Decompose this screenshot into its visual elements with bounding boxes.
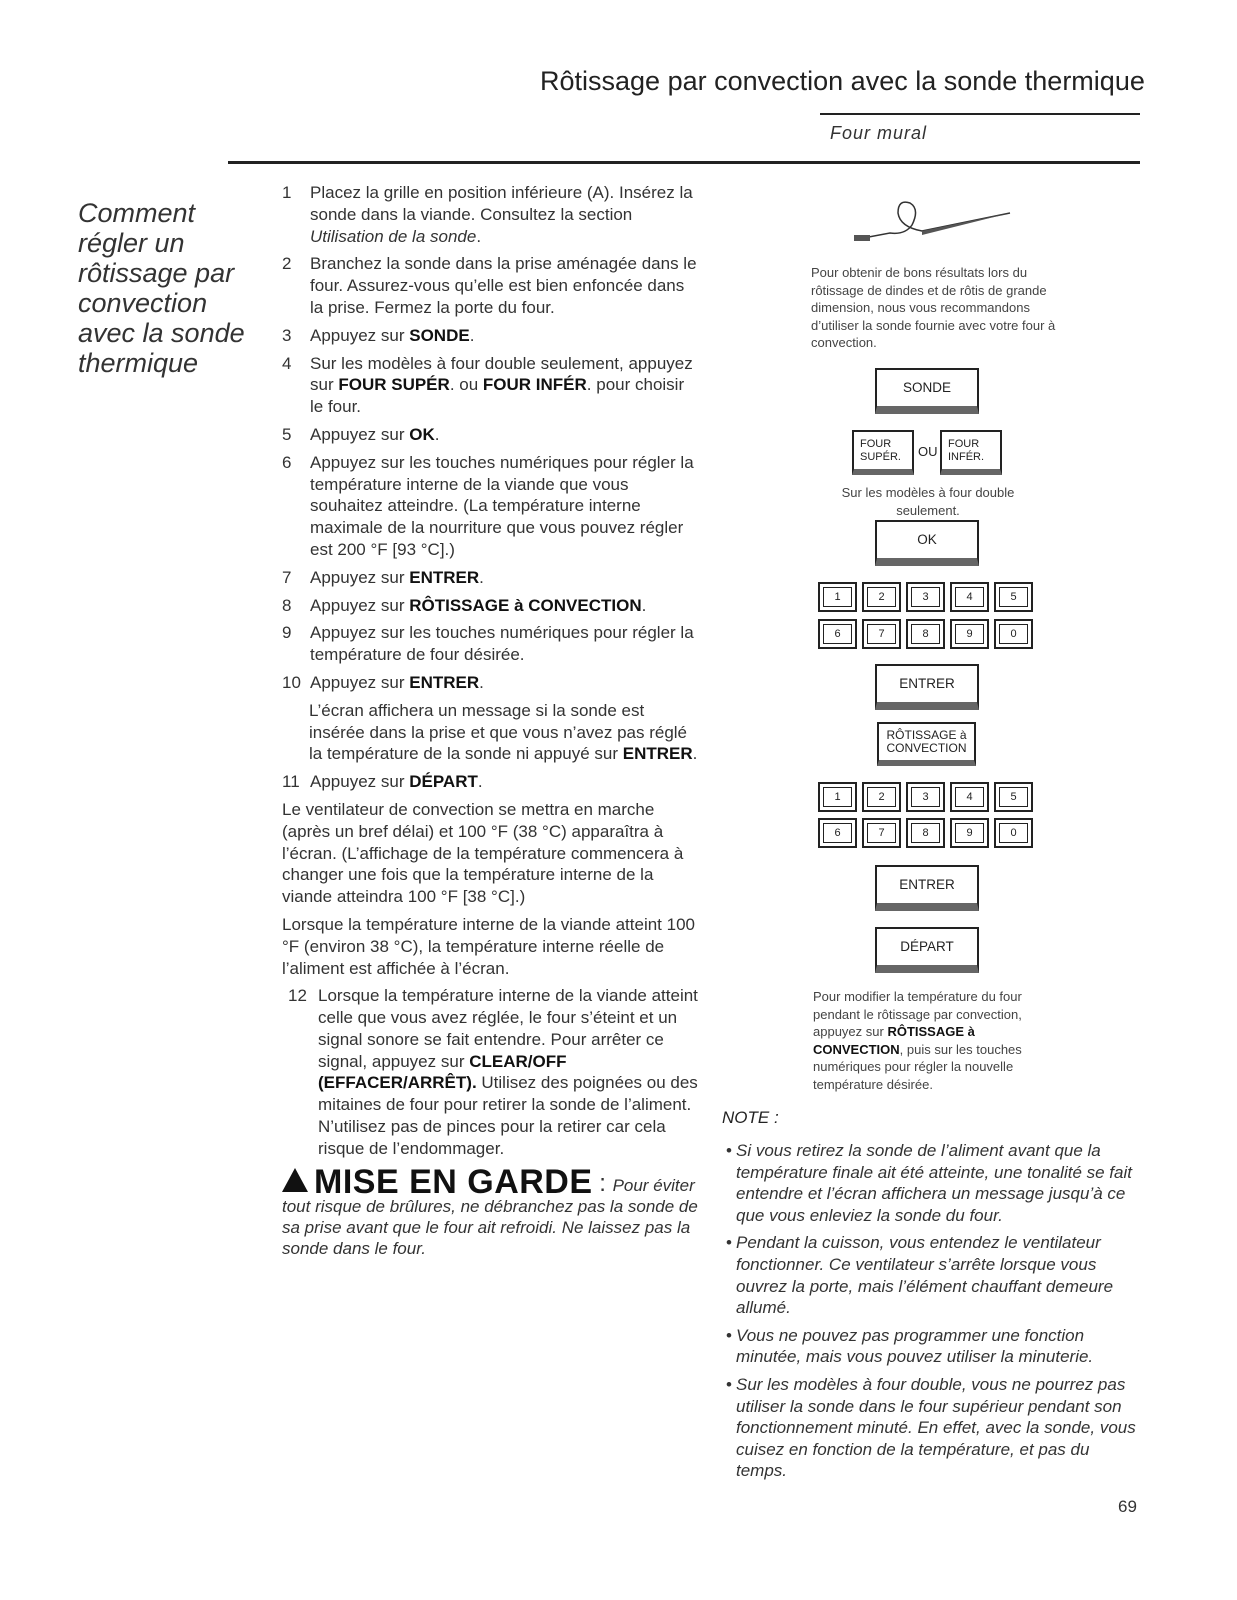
instructions <box>282 182 702 1259</box>
step-4: 4 Sur les modèles à four double seulement, appuyez sur FOUR SUPÉR. ou FOUR INFÉR. pour choisir le four. <box>282 353 693 417</box>
rotissage-convection-key[interactable]: RÔTISSAGE à CONVECTION <box>877 722 976 766</box>
digit-key[interactable]: 7 <box>862 818 901 848</box>
step-8: 8 Appuyez sur RÔTISSAGE à CONVECTION. <box>282 595 647 615</box>
digit-key[interactable]: 3 <box>906 582 945 612</box>
sidebar-heading: Comment régler un rôtissage par convection avec la sonde thermique <box>78 198 245 378</box>
page-subtitle: Four mural <box>830 123 928 143</box>
digit-key[interactable]: 0 <box>994 818 1033 848</box>
fan-paragraph: Le ventilateur de convection se mettra en marche (après un bref délai) et 100 °F (38 °C) apparaîtra à l’écran. (L’affichage de la température commencera à changer une fois que la température interne de la viande atteindra 100 °F [38 °C].) <box>282 799 684 907</box>
digit-key[interactable]: 0 <box>994 619 1033 649</box>
digit-keys-2 <box>818 619 1033 649</box>
step-6: 6 Appuyez sur les touches numériques pour régler la température interne de la viande que vous souhaitez atteindre. (La température interne maximale de la nourriture que vous pouvez régler est 200 °F [93 °C].) <box>282 452 694 559</box>
note-item: • Si vous retirez la sonde de l’aliment avant que la température finale ait été atteinte, une tonalité se fait entendre et l’écran affichera un message jusqu’à ce que vous enleviez la sonde du four. <box>722 1140 1142 1226</box>
sonde-key[interactable]: SONDE <box>875 368 979 414</box>
digit-key[interactable]: 4 <box>950 782 989 812</box>
note-item: • Pendant la cuisson, vous entendez le ventilateur fonctionner. Ce ventilateur s’arrête lorsque vous ouvrez la porte, mais l’élément chauffant demeure allumé. <box>722 1232 1142 1318</box>
double-oven-caption: Sur les modèles à four double seulement. <box>841 485 1015 518</box>
step-9: 9 Appuyez sur les touches numériques pour régler la température de four désirée. <box>282 623 694 665</box>
modify-caption: Pour modifier la température du four pendant le rôtissage par convection, appuyez sur RÔTISSAGE à CONVECTION, puis sur les touches numériques pour régler la nouvelle température désirée. <box>813 989 1022 1092</box>
step-3: 3 Appuyez sur SONDE. <box>282 325 475 345</box>
warning-label: MISE EN GARDE <box>314 1162 593 1201</box>
digit-key[interactable]: 1 <box>818 782 857 812</box>
digit-key[interactable]: 4 <box>950 582 989 612</box>
note-item: • Vous ne pouvez pas programmer une fonction minutée, mais vous pouvez utiliser la minuterie. <box>722 1325 1142 1368</box>
step-12: 12 Lorsque la température interne de la viande atteint celle que vous avez réglée, le four s’éteint et un signal sonore se fait entendre. Pour arrêter ce signal, appuyez sur CLEAR/OFF (EFFACER/ARRÊT). Utilisez des poignées ou des mitaines de four pour retirer la sonde de l’aliment. N’utilisez pas de pinces pour la retirer car cela risque de l’endommager. <box>288 986 698 1158</box>
entrer-key-2[interactable]: ENTRER <box>875 865 979 911</box>
step-2: 2 Branchez la sonde dans la prise aménagée dans le four. Assurez-vous qu’elle est bien enfoncée dans la prise. Fermez la porte du four. <box>282 254 697 317</box>
four-infer-key[interactable]: FOUR INFÉR. <box>940 430 1002 475</box>
digit-key[interactable]: 2 <box>862 582 901 612</box>
step-11: 11 Appuyez sur DÉPART. <box>282 772 483 792</box>
digit-keys-4 <box>818 818 1033 848</box>
digit-key[interactable]: 1 <box>818 582 857 612</box>
note-item: • Sur les modèles à four double, vous ne pourrez pas utiliser la sonde dans le four supérieur pendant son fonctionnement minuté. En effet, avec la sonde, vous cuisez en fonction de la température, et pas du temps. <box>722 1374 1142 1482</box>
depart-key[interactable]: DÉPART <box>875 927 979 973</box>
ou-label: OU <box>918 444 938 459</box>
step-7: 7 Appuyez sur ENTRER. <box>282 567 484 587</box>
digit-key[interactable]: 6 <box>818 818 857 848</box>
step-1: 1 Placez la grille en position inférieure (A). Insérez la sonde dans la viande. Consultez la section Utilisation de la sonde. <box>282 183 693 246</box>
step-10-detail: L’écran affichera un message si la sonde est insérée dans la prise et que vous n’avez pas réglé la température de la sonde ni appuyé sur ENTRER. <box>309 700 698 764</box>
digit-key[interactable]: 9 <box>950 818 989 848</box>
reached-paragraph: Lorsque la température interne de la viande atteint 100 °F (environ 38 °C), la température interne réelle de l’aliment est affichée à l’écran. <box>282 914 695 978</box>
digit-key[interactable]: 7 <box>862 619 901 649</box>
warning: MISE EN GARDE : Pour éviter tout risque de brûlures, ne débranchez pas la sonde de sa prise avant que le four ait refroidi. Ne laissez pas la sonde dans le four. <box>282 1162 698 1258</box>
digit-key[interactable]: 9 <box>950 619 989 649</box>
step-10: 10 Appuyez sur ENTRER. <box>282 672 484 692</box>
warning-icon <box>282 1168 308 1192</box>
title-rule <box>820 113 1140 115</box>
notes <box>722 1140 1142 1488</box>
digit-key[interactable]: 5 <box>994 782 1033 812</box>
digit-keys-3 <box>818 782 1033 812</box>
page-number: 69 <box>1118 1497 1137 1516</box>
section-rule <box>228 161 1140 164</box>
digit-key[interactable]: 8 <box>906 818 945 848</box>
warning-text: Pour éviter tout risque de brûlures, ne débranchez pas la sonde de sa prise avant que le four ait refroidi. Ne laissez pas la sonde dans le four. <box>282 1175 698 1258</box>
digit-key[interactable]: 3 <box>906 782 945 812</box>
entrer-key[interactable]: ENTRER <box>875 664 979 710</box>
probe-caption: Pour obtenir de bons résultats lors du rôtissage de dindes et de rôtis de grande dimension, nous vous recommandons d’utiliser la sonde fournie avec votre four à convection. <box>811 265 1056 351</box>
note-label: NOTE : <box>722 1108 779 1127</box>
digit-key[interactable]: 6 <box>818 619 857 649</box>
step-5: 5 Appuyez sur OK. <box>282 424 440 444</box>
probe-icon <box>850 195 1020 250</box>
digit-key[interactable]: 2 <box>862 782 901 812</box>
digit-key[interactable]: 5 <box>994 582 1033 612</box>
page-title: Rôtissage par convection avec la sonde thermique <box>540 66 1145 96</box>
digit-key[interactable]: 8 <box>906 619 945 649</box>
ok-key[interactable]: OK <box>875 520 979 566</box>
four-super-key[interactable]: FOUR SUPÉR. <box>852 430 914 475</box>
digit-keys-1 <box>818 582 1033 612</box>
